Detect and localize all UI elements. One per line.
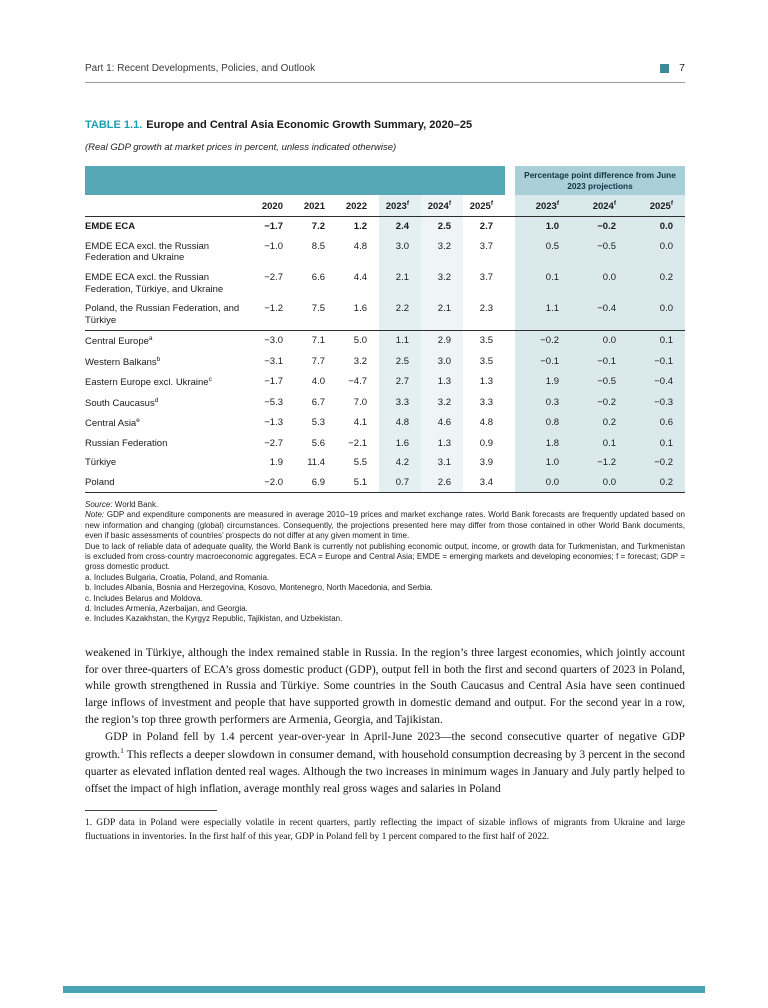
note-line: c. Includes Belarus and Moldova. bbox=[85, 593, 203, 603]
table-row bbox=[85, 237, 685, 268]
row-label: Western Balkans$^b$ bbox=[85, 355, 161, 368]
year-header-row bbox=[85, 195, 685, 217]
value-cell: 2.1 bbox=[379, 268, 421, 299]
value-cell: 2.4 bbox=[379, 217, 421, 237]
diff-cell: 1.1 bbox=[515, 299, 571, 331]
note-line: Note: GDP and expenditure components are measured in average 2010–19 prices and market exchange rates. World Bank forecasts are frequently updated based on new information and changing (global) circumstances. Consequently, the projections presented here may differ from those contained in other World Bank documents, even if basic assessments of countries’ prospects do not differ at any given moment in time. bbox=[85, 510, 685, 541]
footer-bar bbox=[63, 986, 705, 993]
running-header bbox=[85, 62, 685, 83]
value-cell: 5.3 bbox=[311, 417, 325, 429]
diff-cell: −0.2 bbox=[628, 453, 685, 472]
row-label: Poland, the Russian Federation, and Türkiye bbox=[85, 299, 253, 331]
year-col-2020: 2020 bbox=[253, 195, 295, 217]
diff-cell: 0.1 bbox=[515, 268, 571, 299]
row-label: EMDE ECA bbox=[85, 221, 136, 233]
table-row bbox=[85, 393, 685, 414]
value-cell: −1.7 bbox=[264, 221, 283, 233]
table-title-text: Europe and Central Asia Economic Growth Summary, 2020–25 bbox=[146, 119, 473, 131]
value-cell: −2.1 bbox=[348, 437, 367, 449]
value-cell: 3.3 bbox=[479, 396, 493, 408]
table-body bbox=[85, 217, 685, 493]
value-cell: 2.9 bbox=[421, 331, 463, 352]
diff-cell: 0.0 bbox=[628, 237, 685, 268]
diff-header: Percentage point difference from June 2023 projections bbox=[515, 166, 685, 195]
value-cell: 3.0 bbox=[421, 352, 463, 373]
diff-cell: −0.4 bbox=[628, 372, 685, 393]
value-cell: 3.7 bbox=[479, 240, 493, 252]
value-cell: 2.7 bbox=[479, 221, 493, 233]
value-cell: 3.4 bbox=[463, 473, 505, 493]
gap-cell bbox=[505, 331, 515, 352]
value-cell: 7.5 bbox=[295, 299, 337, 331]
note-line: e. Includes Kazakhstan, the Kyrgyz Republic, Tajikistan, and Uzbekistan. bbox=[85, 614, 343, 624]
value-cell: 3.9 bbox=[479, 457, 493, 469]
diff-cell: −0.5 bbox=[571, 237, 628, 268]
running-header-right bbox=[660, 62, 685, 74]
gap-cell bbox=[505, 237, 515, 268]
value-cell: 6.7 bbox=[311, 396, 325, 408]
value-cell: 1.3 bbox=[479, 376, 493, 388]
value-cell: −2.7 bbox=[264, 437, 283, 449]
value-cell: −5.3 bbox=[264, 396, 283, 408]
diff-cell: 1.9 bbox=[515, 372, 571, 393]
value-cell: 3.5 bbox=[479, 355, 493, 367]
year-col-2022: 2022 bbox=[337, 195, 379, 217]
table-row bbox=[85, 473, 685, 493]
note-line: b. Includes Albania, Bosnia and Herzegovina, Kosovo, Montenegro, North Macedonia, and Serbia. bbox=[85, 583, 433, 593]
gap-cell bbox=[505, 352, 515, 373]
diff-cell: −0.4 bbox=[571, 299, 628, 331]
diff-cell: −0.1 bbox=[571, 352, 628, 373]
value-cell: 2.3 bbox=[463, 299, 505, 331]
year-col-2025f: 2025$^f$ bbox=[463, 195, 505, 217]
running-header-title: Part 1: Recent Developments, Policies, and Outlook bbox=[85, 62, 316, 74]
diff-cell: −0.1 bbox=[628, 352, 685, 373]
value-cell: 2.1 bbox=[421, 299, 463, 331]
value-cell: −3.0 bbox=[264, 335, 283, 347]
diff-cell: −0.5 bbox=[571, 372, 628, 393]
section-marker-icon bbox=[660, 64, 669, 73]
diff-cell: 1.0 bbox=[515, 453, 571, 472]
diff-cell: −0.2 bbox=[515, 331, 571, 352]
diff-cell: 0.6 bbox=[628, 413, 685, 434]
value-cell: 6.9 bbox=[295, 473, 337, 493]
table-row bbox=[85, 299, 685, 331]
value-cell: 4.1 bbox=[353, 417, 367, 429]
row-label-header bbox=[85, 195, 253, 217]
diff-col-2025f: 2025$^f$ bbox=[628, 195, 685, 217]
value-cell: 0.9 bbox=[479, 437, 493, 449]
row-label: Poland bbox=[85, 473, 253, 493]
value-cell: −4.7 bbox=[348, 376, 367, 388]
value-cell: −1.7 bbox=[264, 376, 283, 388]
value-cell: 1.3 bbox=[421, 372, 463, 393]
value-cell: 2.6 bbox=[421, 473, 463, 493]
table-row bbox=[85, 352, 685, 373]
diff-cell: 0.0 bbox=[571, 473, 628, 493]
value-cell: 3.2 bbox=[353, 355, 367, 367]
value-cell: 0.7 bbox=[379, 473, 421, 493]
value-cell: 6.6 bbox=[311, 271, 325, 283]
table-row bbox=[85, 453, 685, 472]
value-cell: 4.0 bbox=[311, 376, 325, 388]
table-row bbox=[85, 434, 685, 453]
row-label: Central Asia$^e$ bbox=[85, 417, 140, 430]
body-text bbox=[85, 645, 685, 798]
value-cell: 3.5 bbox=[479, 335, 493, 347]
diff-cell: 1.8 bbox=[515, 434, 571, 453]
diff-cell: 0.2 bbox=[628, 473, 685, 493]
table-row bbox=[85, 331, 685, 352]
year-col-2024f: 2024$^f$ bbox=[421, 195, 463, 217]
value-cell: −2.7 bbox=[264, 271, 283, 283]
value-cell: 1.6 bbox=[337, 299, 379, 331]
table-title bbox=[85, 119, 685, 131]
value-cell: 3.2 bbox=[421, 393, 463, 414]
table-number-label: TABLE 1.1. bbox=[85, 119, 143, 131]
diff-cell: −0.3 bbox=[628, 393, 685, 414]
value-cell: 2.7 bbox=[379, 372, 421, 393]
diff-cell: 0.2 bbox=[571, 413, 628, 434]
value-cell: 5.6 bbox=[311, 437, 325, 449]
value-cell: 1.9 bbox=[269, 457, 283, 469]
body-paragraph-2: GDP in Poland fell by 1.4 percent year-over-year in April-June 2023—the second consecutive quarter of negative GDP growth.$^1$ This reflects a deeper slowdown in consumer demand, with household consumption decreasing by 3 percent in the second quarter as elevated inflation dented real wages. Although the two increases in minimum wages in January and July partly helped to offset the impact of high inflation, average monthly real gross wages and salaries in Poland bbox=[85, 730, 685, 795]
value-cell: 4.8 bbox=[479, 417, 493, 429]
header-band-left bbox=[85, 166, 505, 195]
gap-cell bbox=[505, 393, 515, 414]
value-cell: 5.1 bbox=[337, 473, 379, 493]
value-cell: 2.2 bbox=[379, 299, 421, 331]
value-cell: 2.5 bbox=[379, 352, 421, 373]
diff-cell: 0.5 bbox=[515, 237, 571, 268]
value-cell: 2.5 bbox=[421, 217, 463, 237]
table-row bbox=[85, 372, 685, 393]
diff-cell: 0.3 bbox=[515, 393, 571, 414]
diff-col-2023f: 2023$^f$ bbox=[515, 195, 571, 217]
value-cell: 4.2 bbox=[379, 453, 421, 472]
diff-cell: 0.1 bbox=[628, 434, 685, 453]
diff-col-2024f: 2024$^f$ bbox=[571, 195, 628, 217]
year-col-2023f: 2023$^f$ bbox=[379, 195, 421, 217]
gap-cell bbox=[505, 372, 515, 393]
table-header-band bbox=[85, 166, 685, 195]
note-line: d. Includes Armenia, Azerbaijan, and Georgia. bbox=[85, 603, 248, 613]
row-label: Eastern Europe excl. Ukraine$^c$ bbox=[85, 376, 212, 389]
value-cell: 7.7 bbox=[311, 355, 325, 367]
value-cell: −1.0 bbox=[264, 240, 283, 252]
row-label: Türkiye bbox=[85, 457, 117, 469]
gap-cell bbox=[505, 453, 515, 472]
note-line: a. Includes Bulgaria, Croatia, Poland, and Romania. bbox=[85, 572, 270, 582]
body-paragraph-1: weakened in Türkiye, although the index remained stable in Russia. In the region’s three largest economies, which jointly account for over three-quarters of ECA’s gross domestic product (GDP), output fell in both the first and second quarters of 2023 in Poland, while growth strengthened in Russia and Türkiye. Some countries in the South Caucasus and Central Asia have seen continued large inflows of investment and people that have supported growth in domestic demand and output. For the second year in a row, the region’s top three growth performers are Armenia, Georgia, and Tajikistan. bbox=[85, 646, 685, 726]
year-col-2021: 2021 bbox=[295, 195, 337, 217]
value-cell: −1.2 bbox=[253, 299, 295, 331]
diff-cell: 0.0 bbox=[628, 217, 685, 237]
diff-cell: 0.0 bbox=[571, 268, 628, 299]
header-band-gap bbox=[505, 166, 515, 195]
value-cell: 8.5 bbox=[311, 240, 325, 252]
row-label: EMDE ECA excl. the Russian Federation and Ukraine bbox=[85, 240, 210, 264]
value-cell: 1.2 bbox=[353, 221, 367, 233]
diff-cell: −0.1 bbox=[515, 352, 571, 373]
value-cell: 11.4 bbox=[307, 457, 325, 469]
gap-cell bbox=[505, 268, 515, 299]
year-gap bbox=[505, 195, 515, 217]
value-cell: 5.0 bbox=[353, 335, 367, 347]
page-content bbox=[85, 62, 685, 844]
diff-cell: 0.0 bbox=[571, 331, 628, 352]
value-cell: 3.1 bbox=[421, 453, 463, 472]
row-label: South Caucasus$^d$ bbox=[85, 396, 159, 410]
table-row bbox=[85, 217, 685, 237]
value-cell: 4.4 bbox=[353, 271, 367, 283]
note-line: Due to lack of reliable data of adequate quality, the World Bank is currently not publishing economic output, income, or growth data for Turkmenistan, and Turkmenistan is excluded from cross-country macroeconomic aggregates. ECA = Europe and Central Asia; EMDE = emerging markets and developing economies; f = forecast; GDP = gross domestic product. bbox=[85, 541, 685, 572]
footnote-text: 1. GDP data in Poland were especially volatile in recent quarters, partly reflecting the impact of sizable inflows of migrants from Ukraine and large fluctuations in inventories. In the first half of this year, GDP in Poland fell by 1 percent compared to the first half of 2022. bbox=[85, 818, 685, 842]
value-cell: 4.6 bbox=[421, 413, 463, 434]
table-notes bbox=[85, 500, 685, 625]
diff-cell: −0.2 bbox=[571, 393, 628, 414]
diff-cell: 1.0 bbox=[515, 217, 571, 237]
value-cell: 3.2 bbox=[421, 268, 463, 299]
diff-cell: 0.1 bbox=[571, 434, 628, 453]
value-cell: 3.3 bbox=[379, 393, 421, 414]
value-cell: 7.1 bbox=[311, 335, 325, 347]
gap-cell bbox=[505, 217, 515, 237]
footnote-separator bbox=[85, 810, 217, 811]
diff-cell: −0.2 bbox=[571, 217, 628, 237]
value-cell: 3.7 bbox=[479, 271, 493, 283]
row-label: Russian Federation bbox=[85, 437, 168, 449]
diff-cell: 0.8 bbox=[515, 413, 571, 434]
diff-cell: −1.2 bbox=[571, 453, 628, 472]
value-cell: 3.2 bbox=[421, 237, 463, 268]
gap-cell bbox=[505, 299, 515, 331]
diff-cell: 0.0 bbox=[628, 299, 685, 331]
diff-cell: 0.1 bbox=[628, 331, 685, 352]
diff-cell: 0.0 bbox=[515, 473, 571, 493]
gap-cell bbox=[505, 413, 515, 434]
row-label: EMDE ECA excl. the Russian Federation, Türkiye, and Ukraine bbox=[85, 271, 224, 295]
value-cell: −1.3 bbox=[264, 417, 283, 429]
value-cell: 7.0 bbox=[353, 396, 367, 408]
value-cell: 1.1 bbox=[379, 331, 421, 352]
value-cell: 7.2 bbox=[311, 221, 325, 233]
value-cell: 3.0 bbox=[379, 237, 421, 268]
table-subtitle: (Real GDP growth at market prices in percent, unless indicated otherwise) bbox=[85, 142, 397, 153]
value-cell: −3.1 bbox=[264, 355, 283, 367]
value-cell: 4.8 bbox=[353, 240, 367, 252]
value-cell: 4.8 bbox=[379, 413, 421, 434]
growth-table bbox=[85, 166, 685, 493]
note-line: Source: World Bank. bbox=[85, 500, 159, 510]
value-cell: 1.6 bbox=[379, 434, 421, 453]
gap-cell bbox=[505, 434, 515, 453]
page-number: 7 bbox=[679, 62, 685, 74]
value-cell: 1.3 bbox=[421, 434, 463, 453]
gap-cell bbox=[505, 473, 515, 493]
value-cell: 5.5 bbox=[353, 457, 367, 469]
footnote-ref: 1 bbox=[120, 746, 124, 756]
row-label: Central Europe$^a$ bbox=[85, 335, 153, 348]
diff-cell: 0.2 bbox=[628, 268, 685, 299]
value-cell: −2.0 bbox=[253, 473, 295, 493]
table-row bbox=[85, 413, 685, 434]
table-row bbox=[85, 268, 685, 299]
